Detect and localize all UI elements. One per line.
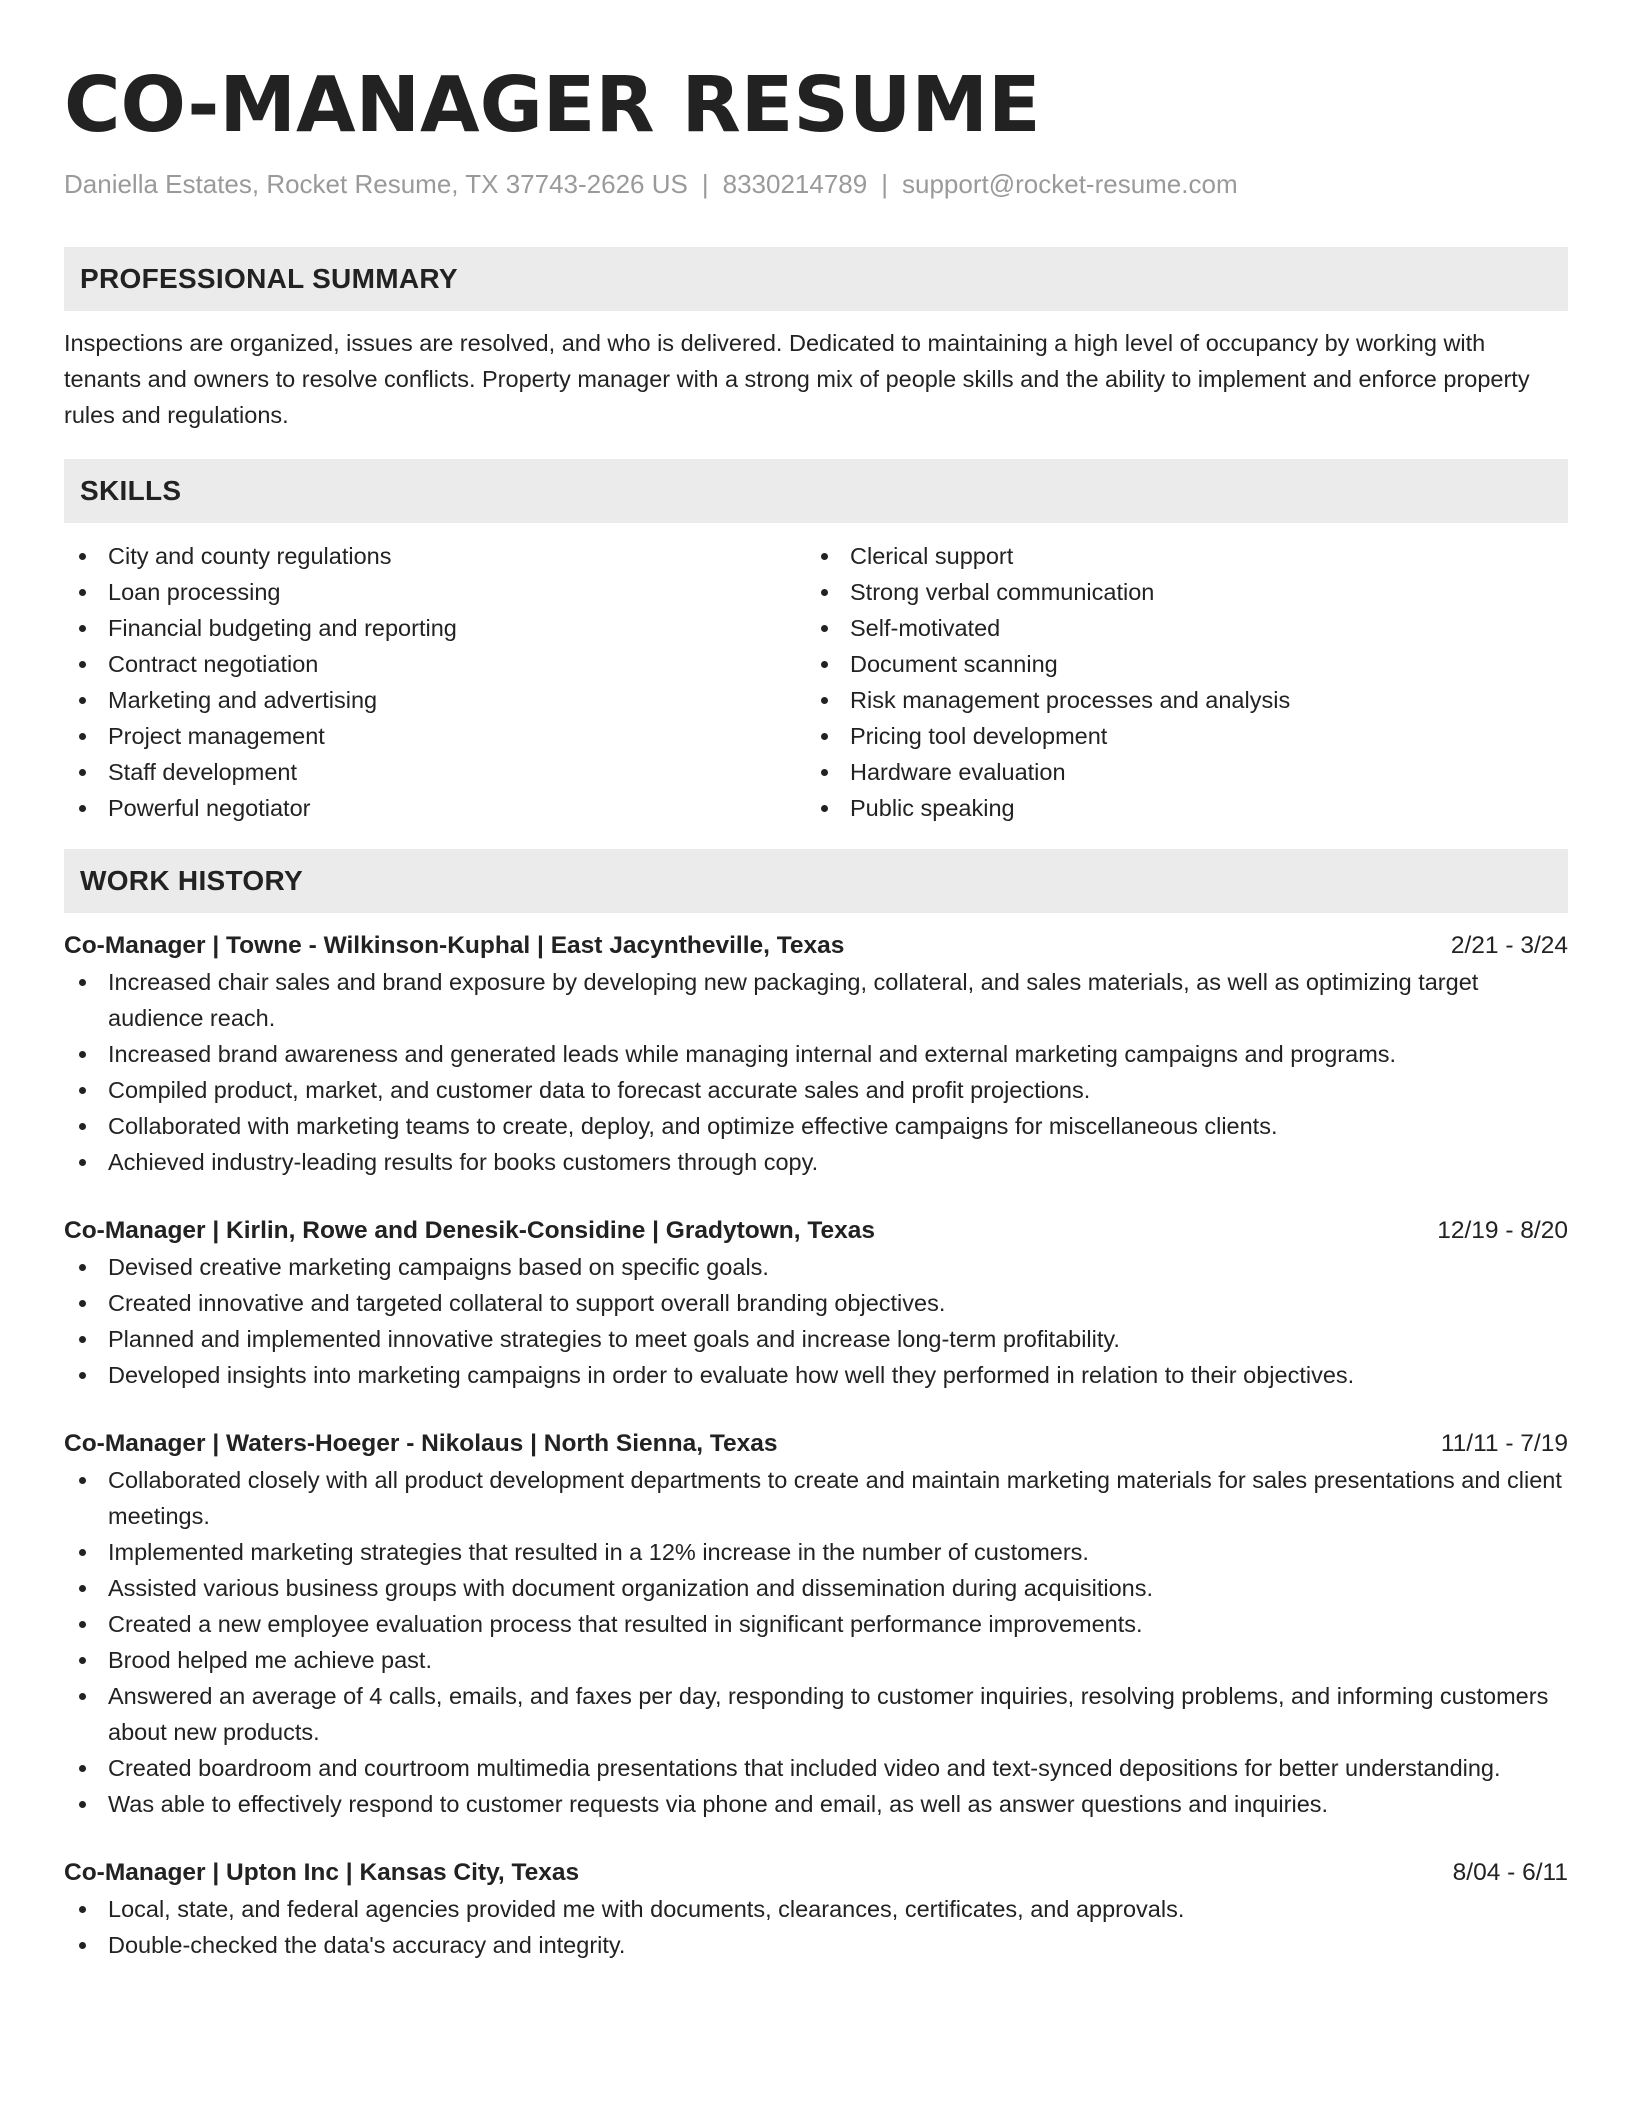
skills-left-column bbox=[64, 538, 806, 826]
contact-separator: | bbox=[701, 169, 709, 199]
skill-item: Clerical support bbox=[806, 538, 1548, 574]
skill-item: Powerful negotiator bbox=[64, 790, 806, 826]
job-entry bbox=[64, 928, 1568, 1180]
contact-line bbox=[64, 164, 1568, 204]
job-dates: 12/19 - 8/20 bbox=[1437, 1217, 1568, 1244]
work-section-header bbox=[64, 849, 1568, 913]
skill-item: Loan processing bbox=[64, 574, 806, 610]
contact-email: support@rocket-resume.com bbox=[902, 169, 1238, 199]
job-header bbox=[64, 928, 1568, 964]
skill-item: City and county regulations bbox=[64, 538, 806, 574]
job-dates: 11/11 - 7/19 bbox=[1440, 1430, 1568, 1457]
job-bullet: Answered an average of 4 calls, emails, and faxes per day, responding to customer inquiries, resolving problems, and informing customers about new products. bbox=[64, 1678, 1568, 1750]
skill-item: Hardware evaluation bbox=[806, 754, 1548, 790]
job-bullet: Collaborated closely with all product development departments to create and maintain marketing materials for sales presentations and client meetings. bbox=[64, 1462, 1568, 1534]
resume-title: CO-MANAGER RESUME bbox=[64, 61, 1041, 150]
job-bullet: Achieved industry-leading results for books customers through copy. bbox=[64, 1144, 1568, 1180]
job-bullet: Double-checked the data's accuracy and integrity. bbox=[64, 1927, 1568, 1963]
skill-item: Marketing and advertising bbox=[64, 682, 806, 718]
contact-address: Daniella Estates, Rocket Resume, TX 37743-2626 US bbox=[64, 169, 688, 199]
job-entry bbox=[64, 1855, 1568, 1963]
job-bullet: Increased chair sales and brand exposure by developing new packaging, collateral, and sales materials, as well as optimizing target audience reach. bbox=[64, 964, 1568, 1036]
job-bullet: Was able to effectively respond to customer requests via phone and email, as well as answer questions and inquiries. bbox=[64, 1786, 1568, 1822]
job-header bbox=[64, 1426, 1568, 1462]
job-bullet: Implemented marketing strategies that resulted in a 12% increase in the number of customers. bbox=[64, 1534, 1568, 1570]
job-entry bbox=[64, 1426, 1568, 1822]
job-bullets bbox=[64, 1891, 1568, 1963]
skill-item: Staff development bbox=[64, 754, 806, 790]
summary-section-header bbox=[64, 247, 1568, 311]
job-title: Co-Manager | Towne - Wilkinson-Kuphal | East Jacyntheville, Texas bbox=[64, 932, 845, 959]
job-header bbox=[64, 1213, 1568, 1249]
skill-item: Financial budgeting and reporting bbox=[64, 610, 806, 646]
skills-heading: SKILLS bbox=[80, 475, 182, 506]
resume-page bbox=[64, 54, 1568, 1963]
contact-separator: | bbox=[881, 169, 888, 199]
skills-grid bbox=[64, 538, 1568, 826]
job-dates: 2/21 - 3/24 bbox=[1450, 932, 1568, 959]
job-bullets bbox=[64, 964, 1568, 1180]
job-bullet: Planned and implemented innovative strategies to meet goals and increase long-term profitability. bbox=[64, 1321, 1568, 1357]
skills-right-column bbox=[806, 538, 1548, 826]
skill-item: Document scanning bbox=[806, 646, 1548, 682]
contact-phone: 8330214789 bbox=[722, 169, 868, 199]
skill-item: Self-motivated bbox=[806, 610, 1548, 646]
job-bullet: Brood helped me achieve past. bbox=[64, 1642, 1568, 1678]
job-title: Co-Manager | Kirlin, Rowe and Denesik-Considine | Gradytown, Texas bbox=[64, 1217, 876, 1244]
job-bullet: Assisted various business groups with document organization and dissemination during acquisitions. bbox=[64, 1570, 1568, 1606]
job-title: Co-Manager | Upton Inc | Kansas City, Texas bbox=[64, 1859, 580, 1886]
skill-item: Contract negotiation bbox=[64, 646, 806, 682]
job-bullet: Created boardroom and courtroom multimedia presentations that included video and text-synced depositions for better understanding. bbox=[64, 1750, 1568, 1786]
work-heading: WORK HISTORY bbox=[80, 865, 303, 896]
summary-text: Inspections are organized, issues are resolved, and who is delivered. Dedicated to maintaining a high level of occupancy by working with tenants and owners to resolve conflicts. Property manager with a strong mix of people skills and the ability to implement and enforce property rules and regulations. bbox=[64, 330, 1530, 428]
job-bullet: Devised creative marketing campaigns based on specific goals. bbox=[64, 1249, 1568, 1285]
job-bullets bbox=[64, 1462, 1568, 1822]
job-bullet: Compiled product, market, and customer data to forecast accurate sales and profit projections. bbox=[64, 1072, 1568, 1108]
job-dates: 8/04 - 6/11 bbox=[1452, 1859, 1568, 1886]
job-bullet: Collaborated with marketing teams to create, deploy, and optimize effective campaigns for miscellaneous clients. bbox=[64, 1108, 1568, 1144]
skill-item: Public speaking bbox=[806, 790, 1548, 826]
job-bullet: Increased brand awareness and generated leads while managing internal and external marketing campaigns and programs. bbox=[64, 1036, 1568, 1072]
skill-item: Pricing tool development bbox=[806, 718, 1548, 754]
job-bullets bbox=[64, 1249, 1568, 1393]
job-bullet: Created a new employee evaluation process that resulted in significant performance improvements. bbox=[64, 1606, 1568, 1642]
job-title: Co-Manager | Waters-Hoeger - Nikolaus | North Sienna, Texas bbox=[64, 1430, 778, 1457]
job-bullet: Developed insights into marketing campaigns in order to evaluate how well they performed in relation to their objectives. bbox=[64, 1357, 1568, 1393]
skill-item: Project management bbox=[64, 718, 806, 754]
skill-item: Risk management processes and analysis bbox=[806, 682, 1548, 718]
summary-heading: PROFESSIONAL SUMMARY bbox=[80, 263, 458, 294]
job-header bbox=[64, 1855, 1568, 1891]
skills-section-header bbox=[64, 459, 1568, 523]
job-bullet: Local, state, and federal agencies provided me with documents, clearances, certificates, and approvals. bbox=[64, 1891, 1568, 1927]
job-entry bbox=[64, 1213, 1568, 1393]
job-bullet: Created innovative and targeted collateral to support overall branding objectives. bbox=[64, 1285, 1568, 1321]
skill-item: Strong verbal communication bbox=[806, 574, 1548, 610]
